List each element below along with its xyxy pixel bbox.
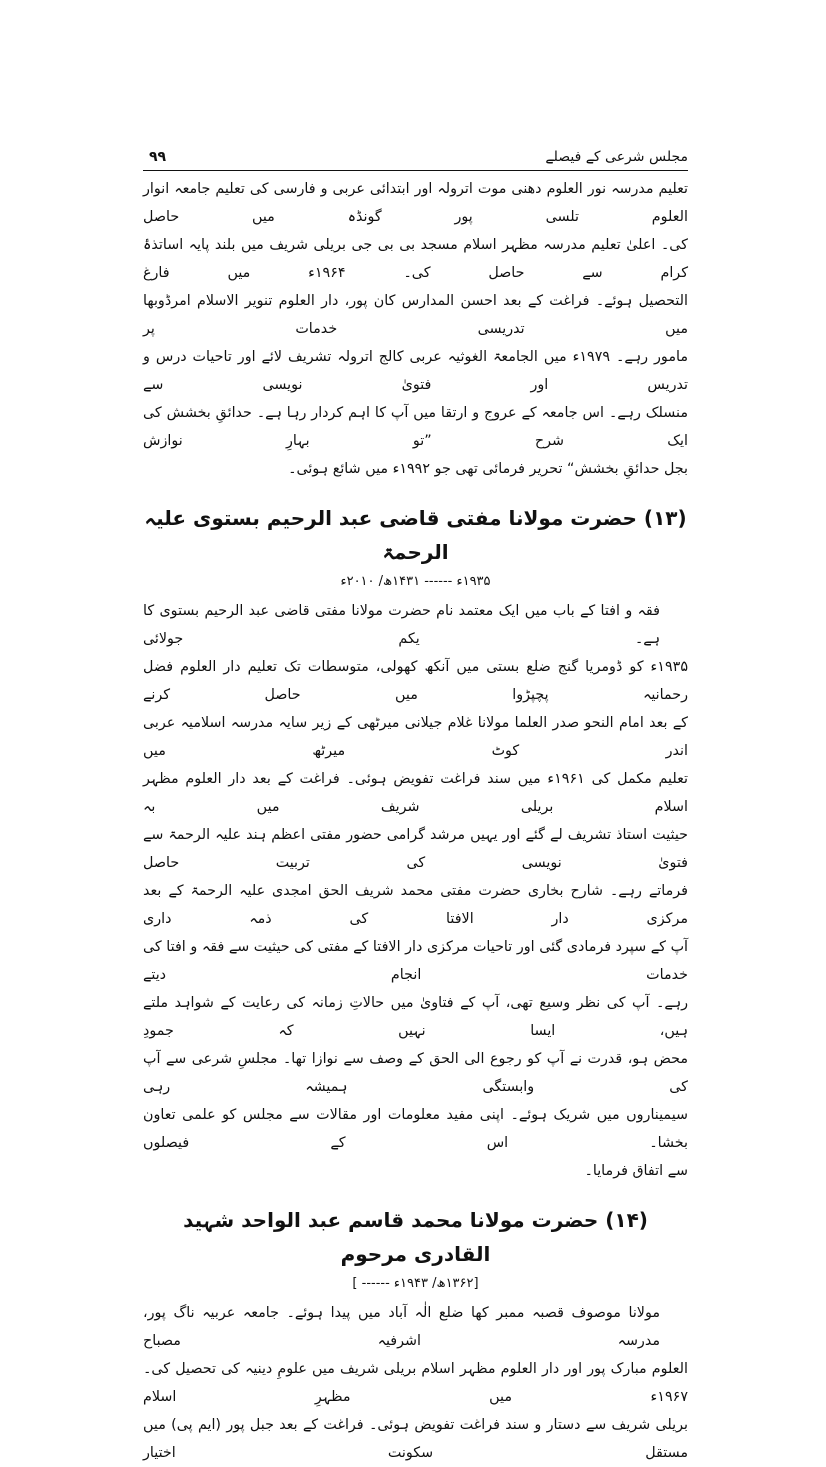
text-line: کے بعد امام النحو صدر العلما مولانا غلام جیلانی میرٹھی کے زیر سایہ مدرسہ اسلامیہ عربی اندر کوٹ میرٹھ میں <box>143 715 688 759</box>
section-13-body <box>143 597 688 1185</box>
text-line: ۱۹۳۵ء کو ڈومریا گنج ضلع بستی میں آنکھ کھولی، متوسطات تک تعلیم دار العلوم فضل رحمانیہ پچپڑوا میں حاصل کرنے <box>143 659 688 703</box>
text-line: منسلک رہے۔ اس جامعہ کے عروج و ارتقا میں آپ کا اہم کردار رہا ہے۔ حدائقِ بخشش کی ایک شرح ”تو بہارِ نوازش <box>143 405 688 449</box>
running-title: مجلس شرعی کے فیصلے <box>545 149 688 165</box>
text-line: بریلی شریف سے دستار و سند فراغت تفویض ہوئی۔ فراغت کے بعد جبل پور (ایم پی) میں مستقل سکونت اختیار <box>143 1417 688 1461</box>
section-14-body <box>143 1299 688 1467</box>
text-line: آپ کے سپرد فرمادی گئی اور تاحیات مرکزی دار الافتا کے مفتی کی حیثیت سے فقہ و افتا کی خدمات انجام دیتے <box>143 939 688 983</box>
text-line: فرماتے رہے۔ شارح بخاری حضرت مفتی محمد شریف الحق امجدی علیہ الرحمۃ کے بعد مرکزی دار الافتا کی ذمہ داری <box>143 883 688 927</box>
section-14-heading: (۱۴) حضرت مولانا محمد قاسم عبد الواحد شہید القادری مرحوم <box>183 1208 648 1266</box>
text-line: مامور رہے۔ ۱۹۷۹ء میں الجامعۃ الغوثیہ عربی کالج اترولہ تشریف لائے اور تاحیات درس و تدریس اور فتویٰ نویسی سے <box>143 349 688 393</box>
page-header <box>143 146 688 171</box>
text-line: کی۔ اعلیٰ تعلیم مدرسہ مظہر اسلام مسجد بی بی جی بریلی شریف میں بلند پایہ اساتذۂ کرام سے حاصل کی۔ ۱۹۶۴ء میں فارغ <box>143 237 688 281</box>
page-number: ۹۹ <box>149 149 167 165</box>
text-line: رہے۔ آپ کی نظر وسیع تھی، آپ کے فتاویٰ میں حالاتِ زمانہ کی رعایت کے شواہد ملتے ہیں، ایسا نہیں کہ جمودِ <box>143 995 688 1039</box>
paragraph-continued <box>143 175 688 483</box>
text-line: سیمیناروں میں شریک ہوئے۔ اپنی مفید معلومات اور مقالات سے مجلس کو علمی تعاون بخشا۔ اس کے فیصلوں <box>143 1107 688 1151</box>
text-line: سے اتفاق فرمایا۔ <box>584 1163 688 1179</box>
text-line: مولانا موصوف قصبہ ممبر کھا ضلع الٰہ آباد میں پیدا ہوئے۔ جامعہ عربیہ ناگ پور، مدرسہ اشرفیہ مصباح <box>143 1305 660 1349</box>
document-page <box>143 0 688 1467</box>
text-line: حیثیت استاذ تشریف لے گئے اور یہیں مرشد گرامی حضور مفتی اعظم ہند علیہ الرحمۃ سے فتویٰ نویسی کی تربیت حاصل <box>143 827 688 871</box>
text-line: فقہ و افتا کے باب میں ایک معتمد نام حضرت مولانا مفتی قاضی عبد الرحیم بستوی کا ہے۔ یکم جولائی <box>143 603 660 647</box>
section-13-dates: ۱۹۳۵ء ------ ۱۴۳۱ھ/ ۲۰۱۰ء <box>340 574 491 589</box>
text-line: العلوم مبارک پور اور دار العلوم مظہر اسلام بریلی شریف میں علومِ دینیہ کی تحصیل کی۔ ۱۹۶۷ء میں مظہرِ اسلام <box>143 1361 688 1405</box>
text-line: بجل حدائقِ بخشش“ تحریر فرمائی تھی جو ۱۹۹۲ء میں شائع ہوئی۔ <box>288 461 688 477</box>
text-line: محض ہو، قدرت نے آپ کو رجوع الی الحق کے وصف سے نوازا تھا۔ مجلسِ شرعی سے آپ کی وابستگی ہمیشہ رہی <box>143 1051 688 1095</box>
text-line: تعلیم مدرسہ نور العلوم دھنی موت اترولہ اور ابتدائی عربی و فارسی کی تعلیم جامعہ انوار العلوم تلسی پور گونڈہ میں حاصل <box>143 181 688 225</box>
text-line: تعلیم مکمل کی ۱۹۶۱ء میں سند فراغت تفویض ہوئی۔ فراغت کے بعد دار العلوم مظہر اسلام بریلی شریف میں بہ <box>143 771 688 815</box>
text-line: التحصیل ہوئے۔ فراغت کے بعد احسن المدارس کان پور، دار العلوم تنویر الاسلام امرڈوبھا میں تدریسی خدمات پر <box>143 293 688 337</box>
section-13-heading: (۱۳) حضرت مولانا مفتی قاضی عبد الرحیم بستوی علیہ الرحمۃ <box>144 506 687 564</box>
section-14-dates: [۱۳۶۲ھ/ ۱۹۴۳ء ------ ] <box>352 1276 479 1291</box>
